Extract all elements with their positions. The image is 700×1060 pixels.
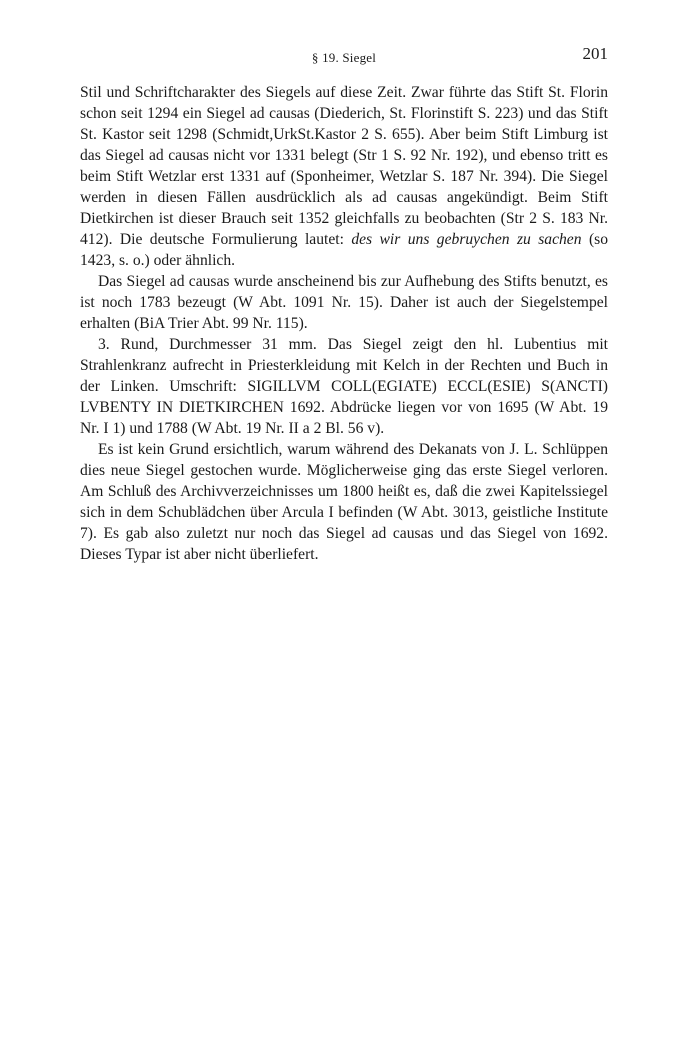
running-head — [80, 44, 608, 68]
body-text — [80, 82, 608, 565]
paragraph-text: Es ist kein Grund ersichtlich, warum während des Dekanats von J. L. Schlüppen dies neue Siegel gestochen wurde. Möglicherweise ging das erste Siegel verloren. Am Schluß des Archivverzeichnisses um 1800 heißt es, daß die zwei Kapitelssiegel sich in dem Schublädchen über Arcula I befinden (W Abt. 3013, geistliche Institute 7). Es gab also zuletzt nur noch das Siegel ad causas und das Siegel von 1692. Dieses Typar ist aber nicht überliefert. — [80, 441, 608, 563]
paragraph-4 — [80, 439, 608, 565]
paragraph-text: 3. Rund, Durchmesser 31 mm. Das Siegel zeigt den hl. Lubentius mit Strahlenkranz aufrecht in Priesterkleidung mit Kelch in der Rechten und Buch in der Linken. Umschrift: SIGILLVM COLL(EGIATE) ECCL(ESIE) S(ANCTI) LVBENTY IN DIETKIRCHEN 1692. Abdrücke liegen vor von 1695 (W Abt. 19 Nr. I 1) und 1788 (W Abt. 19 Nr. II a 2 Bl. 56 v). — [80, 336, 608, 437]
page-number: 201 — [582, 44, 608, 63]
paragraph-text: Stil und Schriftcharakter des Siegels auf diese Zeit. Zwar führte das Stift St. Florin schon seit 1294 ein Siegel ad causas (Diederich, St. Florinstift S. 223) und das Stift St. Kastor seit 1298 (Schmidt,UrkSt.Kastor 2 S. 655). Aber beim Stift Limburg ist das Siegel ad causas nicht vor 1331 belegt (Str 1 S. 92 Nr. 192), und ebenso tritt es beim Stift Wetzlar erst 1331 auf (Sponheimer, Wetzlar S. 187 Nr. 394). Die Siegel werden in diesen Fällen ausdrücklich als ad causas angekündigt. Beim Stift Dietkirchen ist dieser Brauch seit 1352 gleichfalls zu beobachten (Str 2 S. 183 Nr. 412). Die deutsche Formulierung lautet: — [80, 84, 608, 248]
paragraph-3 — [80, 334, 608, 439]
paragraph-1 — [80, 82, 608, 271]
paragraph-text: Das Siegel ad causas wurde anscheinend bis zur Aufhebung des Stifts benutzt, es ist noch 1783 bezeugt (W Abt. 1091 Nr. 15). Daher ist auch der Siegelstempel erhalten (BiA Trier Abt. 99 Nr. 115). — [80, 273, 608, 332]
paragraph-2 — [80, 271, 608, 334]
section-title: § 19. Siegel — [311, 50, 377, 65]
quoted-formula: des wir uns gebruychen zu sachen — [351, 231, 582, 248]
paragraph-text: (so 1423, s. o.) oder ähnlich. — [80, 231, 608, 269]
